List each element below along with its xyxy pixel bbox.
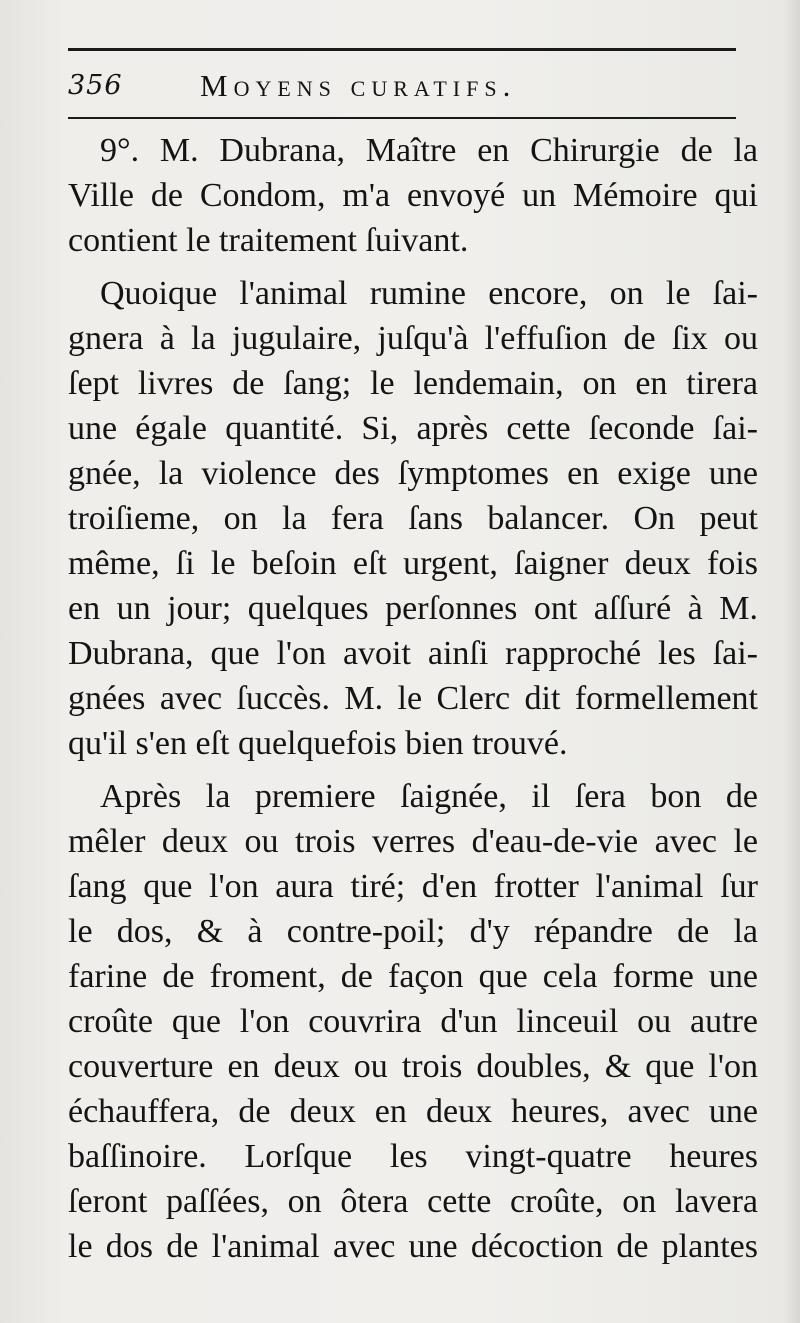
text-line: en un jour; quelques perſonnes ont aſſuré à M. xyxy=(68,590,758,627)
text-line: Dubrana, que l'on avoit ainſi rapproché les ſai- xyxy=(68,635,758,672)
text-line: 9°. M. Dubrana, Maître en Chirurgie de la xyxy=(100,132,758,169)
header-top-rule xyxy=(68,48,736,51)
text-line: contient le traitement ſuivant. xyxy=(68,222,469,259)
text-line: une égale quantité. Si, après cette ſeconde ſai- xyxy=(68,410,758,447)
text-line: croûte que l'on couvrira d'un linceuil ou autre xyxy=(68,1003,758,1040)
text-line: ſeront paſſées, on ôtera cette croûte, on lavera xyxy=(68,1183,758,1220)
page-edge-shadow xyxy=(782,0,800,1323)
text-line: troiſieme, on la fera ſans balancer. On peut xyxy=(68,500,758,537)
text-line: même, ſi le beſoin eſt urgent, ſaigner deux fois xyxy=(68,545,758,582)
text-line: échauffera, de deux en deux heures, avec une xyxy=(68,1093,758,1130)
text-line: couverture en deux ou trois doubles, & que l'on xyxy=(68,1048,758,1085)
text-line: Après la premiere ſaignée, il ſera bon de xyxy=(100,778,758,815)
text-line: Quoique l'animal rumine encore, on le ſai- xyxy=(100,275,758,312)
running-title: Moyens curatifs. xyxy=(200,68,517,103)
text-line: le dos de l'animal avec une décoction de plantes xyxy=(68,1228,758,1265)
text-line: gnée, la violence des ſymptomes en exige une xyxy=(68,455,758,492)
text-line: Ville de Condom, m'a envoyé un Mémoire qui xyxy=(68,177,758,214)
text-line: baſſinoire. Lorſque les vingt-quatre heures xyxy=(68,1138,758,1175)
text-line: gnées avec ſuccès. M. le Clerc dit formellement xyxy=(68,680,758,717)
running-head xyxy=(68,62,736,106)
page-number: 356 xyxy=(68,70,123,101)
text-line: qu'il s'en eſt quelquefois bien trouvé. xyxy=(68,725,568,762)
text-line: gnera à la jugulaire, juſqu'à l'effuſion de ſix ou xyxy=(68,320,758,357)
text-line: mêler deux ou trois verres d'eau-de-vie avec le xyxy=(68,823,758,860)
text-line: ſept livres de ſang; le lendemain, on en tirera xyxy=(68,365,758,402)
text-line: ſang que l'on aura tiré; d'en frotter l'animal ſur xyxy=(68,868,758,905)
header-bottom-rule xyxy=(68,117,736,119)
text-line: le dos, & à contre-poil; d'y répandre de la xyxy=(68,913,758,950)
text-line: farine de froment, de façon que cela forme une xyxy=(68,958,758,995)
